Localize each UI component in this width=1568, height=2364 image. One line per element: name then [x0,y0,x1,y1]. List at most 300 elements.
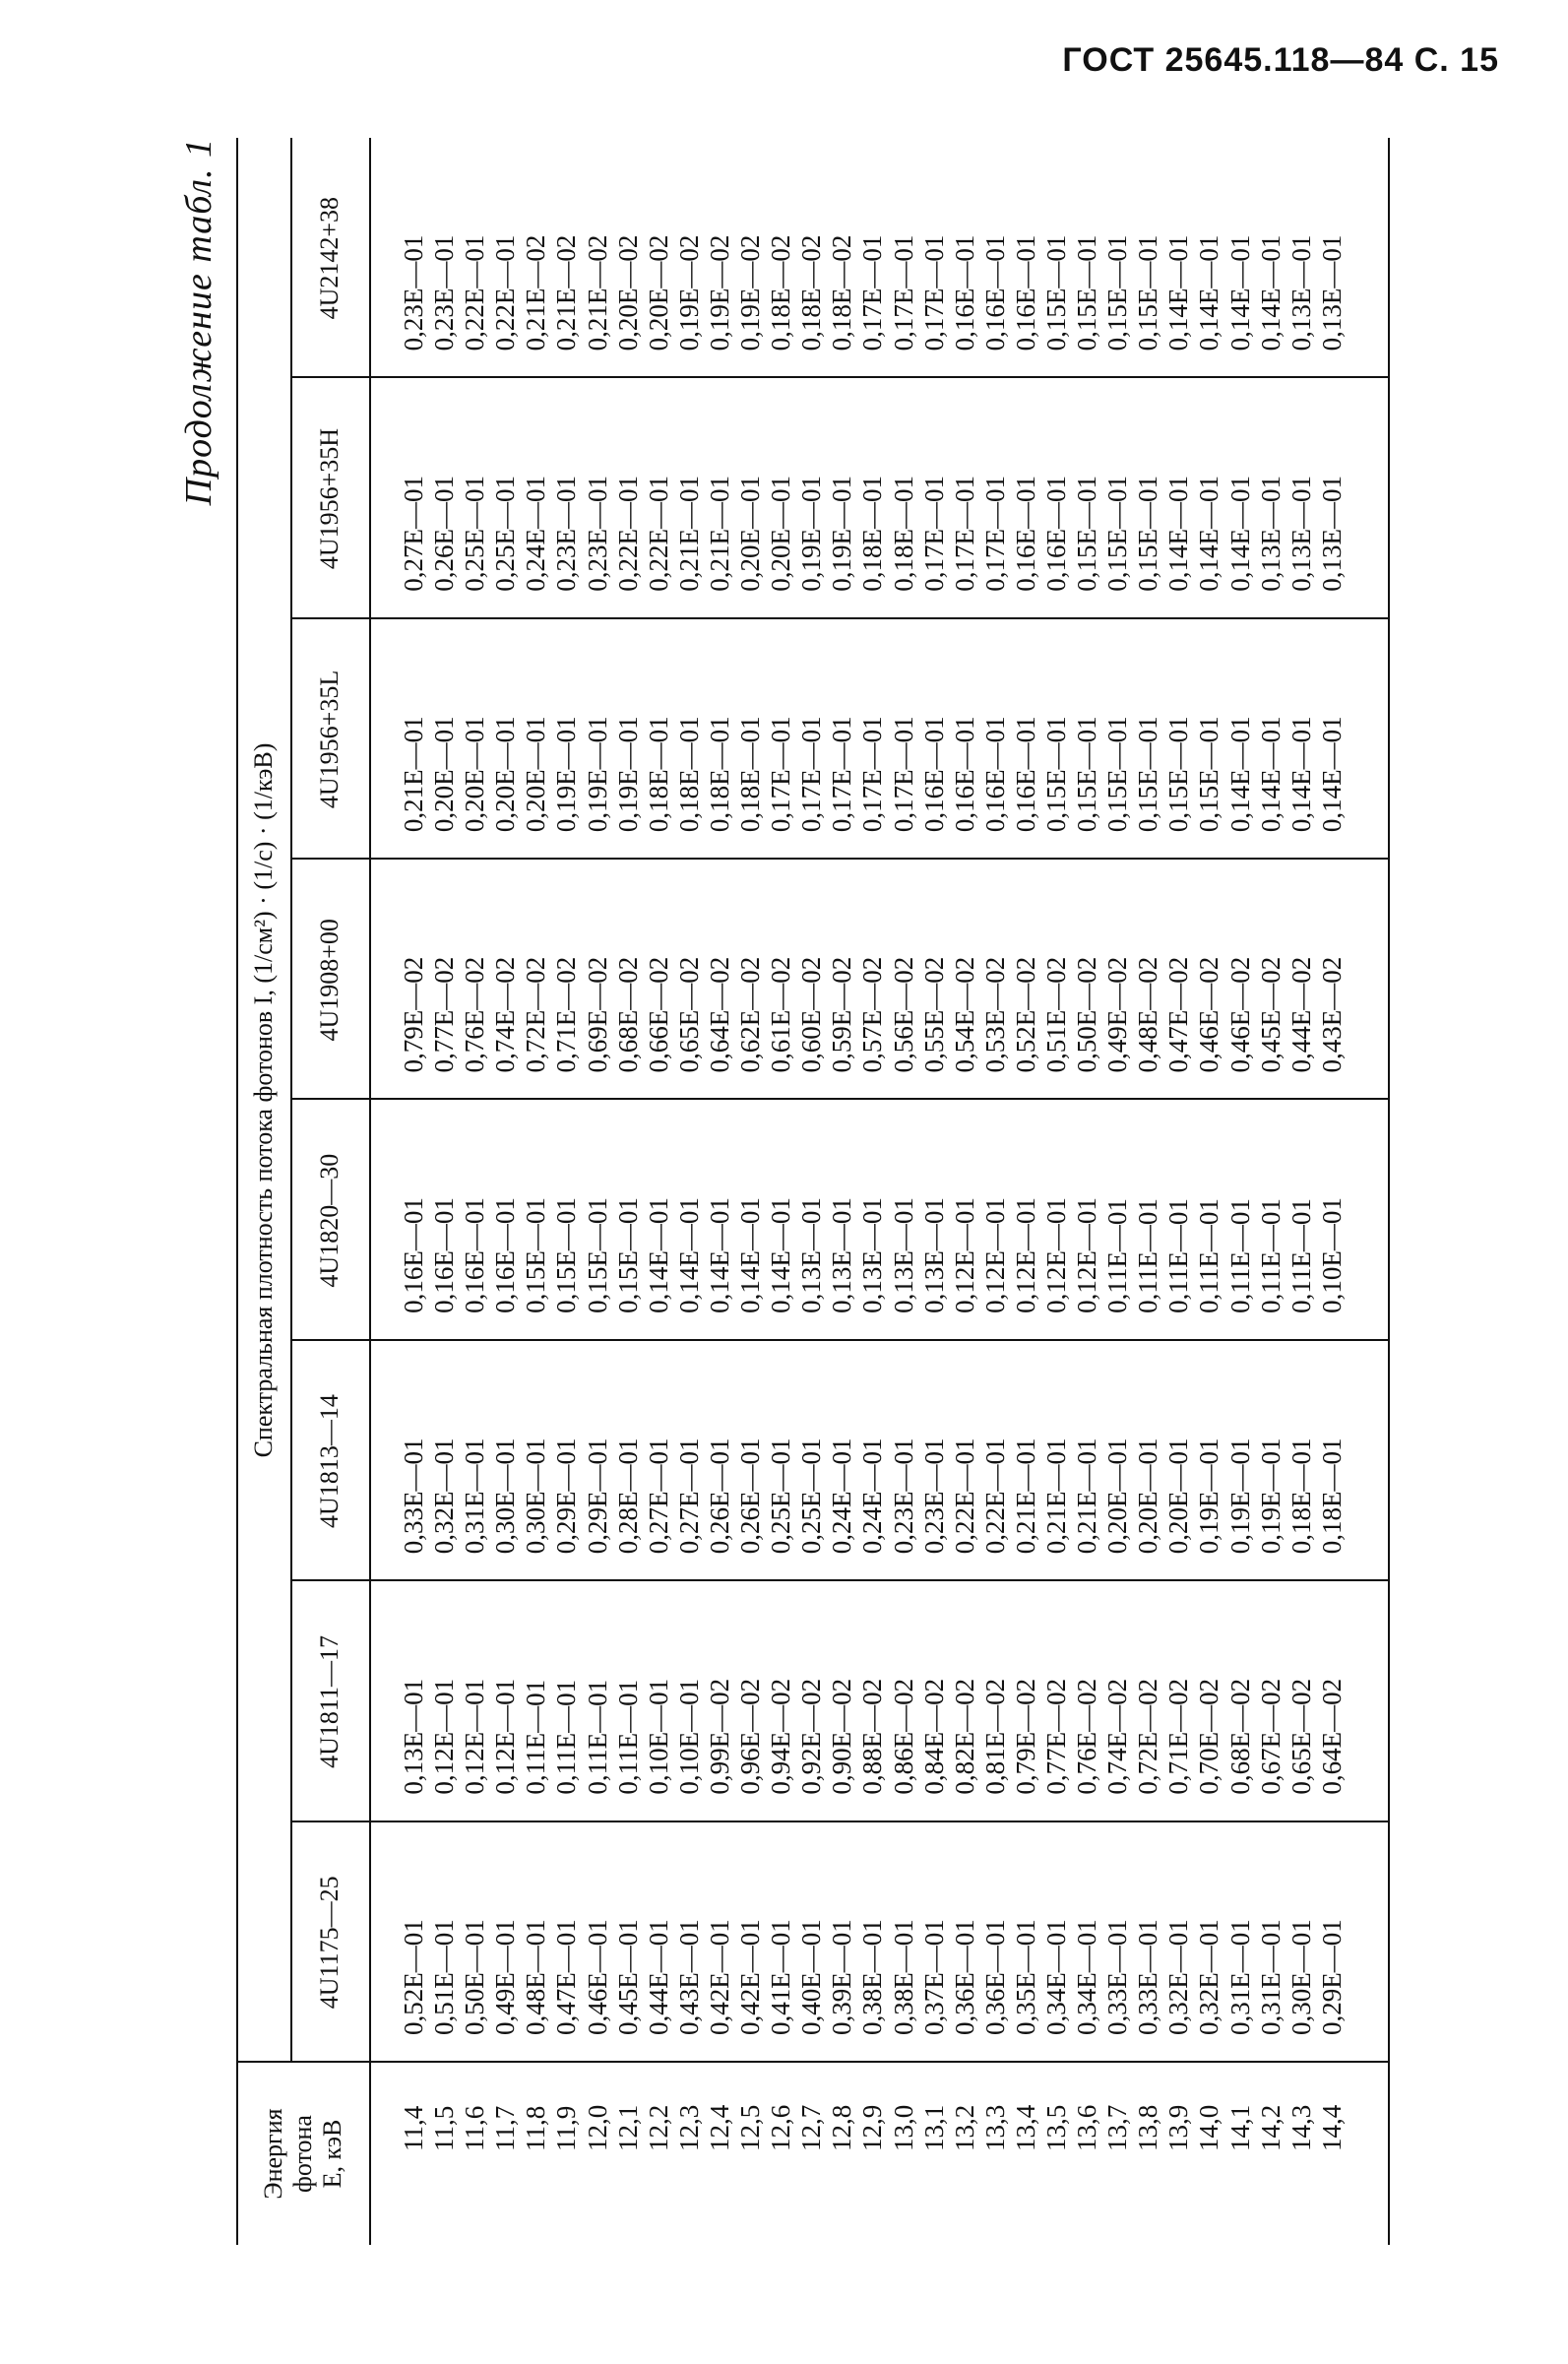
table-cell: 0,15E—01 [612,1197,643,1313]
table-cell: 0,18E—01 [735,716,766,833]
group-header: Спектральная плотность потока фотонов I, (1/см²) · (1/с) · (1/кэВ) [248,742,278,1458]
table-cell: 0,14E—01 [1224,234,1255,351]
table-cell: 0,18E—02 [766,234,796,351]
table-cell: 0,29E—01 [582,1438,612,1555]
table-cell: 0,82E—02 [949,1678,979,1795]
table-cell: 0,19E—01 [796,476,827,592]
table-cell: 0,44E—02 [1286,956,1316,1073]
table-cell: 0,14E—01 [1255,716,1286,833]
table-cell: 0,16E—01 [949,716,979,833]
table-cell: 0,23E—01 [429,234,460,351]
column-header: 4U1956+35H [315,427,344,570]
table-cell: 0,12E—01 [949,1197,979,1313]
table-cell: 0,14E—01 [1286,716,1316,833]
table-cell: 0,15E—01 [521,1197,551,1313]
table-cell: 0,39E—01 [827,1919,857,2035]
table-cell: 0,21E—02 [521,234,551,351]
table-cell: 0,52E—01 [399,1919,428,2035]
table-cell: 0,14E—01 [1316,716,1347,833]
table-cell: 0,20E—02 [612,234,643,351]
table-cell: 0,16E—01 [918,716,949,833]
table-cell: 0,20E—01 [1133,1438,1163,1555]
table-cell: 0,17E—01 [918,476,949,592]
table-cell: 0,13E—01 [1286,234,1316,351]
table-cell: 0,19E—01 [1255,1438,1286,1555]
column-divider [290,1579,1388,1581]
table-cell: 0,16E—01 [979,234,1010,351]
table-cell: 0,16E—01 [399,1197,428,1313]
energy-column [399,2105,1348,2151]
table-cell: 0,13E—01 [796,1197,827,1313]
table-cell: 0,57E—02 [857,956,888,1073]
table-cell: 0,16E—01 [1010,716,1040,833]
column-divider [290,617,1388,619]
table-cell: 0,19E—02 [735,234,766,351]
table-cell: 0,48E—02 [1133,956,1163,1073]
table-cell: 0,23E—01 [399,234,428,351]
table-cell: 0,19E—01 [612,716,643,833]
table-cell: 0,36E—01 [979,1919,1010,2035]
table-cell: 0,24E—01 [827,1438,857,1555]
table-cell: 0,15E—01 [1102,476,1133,592]
table-cell: 0,11E—01 [1194,1198,1224,1313]
table-cell: 0,54E—02 [949,956,979,1073]
table-cell: 0,59E—02 [827,956,857,1073]
table-cell: 0,21E—02 [582,234,612,351]
table-cell: 0,15E—01 [582,1197,612,1313]
energy-cell: 14,0 [1194,2104,1224,2151]
column-divider [290,1821,1388,1822]
table-cell: 0,15E—01 [1072,476,1102,592]
table-cell: 0,14E—01 [1255,234,1286,351]
energy-cell: 13,9 [1163,2104,1194,2151]
table-cell: 0,30E—01 [521,1438,551,1555]
table-cell: 0,65E—02 [1286,1678,1316,1795]
table-cell: 0,31E—01 [1224,1919,1255,2035]
table-cell: 0,11E—01 [1163,1198,1194,1313]
table-cell: 0,44E—01 [643,1919,673,2035]
table-cell: 0,46E—02 [1224,956,1255,1073]
table-cell: 0,88E—02 [857,1678,888,1795]
table-cell: 0,15E—01 [1133,234,1163,351]
table-cell: 0,17E—01 [766,716,796,833]
table-cell: 0,30E—01 [490,1438,521,1555]
table-cell: 0,11E—01 [551,1679,582,1795]
page-header: ГОСТ 25645.118—84 С. 15 [1062,41,1499,79]
table-cell: 0,10E—01 [673,1678,704,1795]
value-column [399,1197,1348,1313]
table-cell: 0,99E—02 [704,1678,734,1795]
table-cell: 0,25E—01 [460,476,490,592]
column-header: 4U2142+38 [315,196,344,320]
table-cell: 0,16E—01 [949,234,979,351]
table-cell: 0,84E—02 [918,1678,949,1795]
table-cell: 0,11E—01 [521,1679,551,1795]
table-cell: 0,13E—01 [1316,476,1347,592]
table-cell: 0,17E—01 [796,716,827,833]
table-cell: 0,15E—01 [1040,234,1071,351]
energy-cell: 12,8 [827,2104,857,2151]
table-cell: 0,15E—01 [551,1197,582,1313]
table-cell: 0,22E—01 [949,1438,979,1555]
table-cell: 0,15E—01 [1102,234,1133,351]
table-cell: 0,13E—01 [857,1197,888,1313]
table-cell: 0,10E—01 [1316,1197,1347,1313]
table-cell: 0,51E—02 [1040,956,1071,1073]
table-cell: 0,30E—01 [1286,1919,1316,2035]
table-cell: 0,22E—01 [612,476,643,592]
column-header: 4U1813—14 [315,1394,344,1528]
table-cell: 0,52E—02 [1010,956,1040,1073]
table-cell: 0,71E—02 [551,956,582,1073]
energy-cell: 13,4 [1010,2104,1040,2151]
energy-cell: 12,5 [735,2104,766,2151]
table-cell: 0,56E—02 [888,956,918,1073]
table-cell: 0,69E—02 [582,956,612,1073]
energy-cell: 12,9 [857,2104,888,2151]
table-cell: 0,27E—01 [673,1438,704,1555]
energy-cell: 14,2 [1255,2104,1286,2151]
table-cell: 0,19E—02 [704,234,734,351]
table-cell: 0,46E—02 [1194,956,1224,1073]
table-cell: 0,18E—01 [1316,1438,1347,1555]
table-cell: 0,14E—01 [643,1197,673,1313]
energy-cell: 13,7 [1102,2104,1133,2151]
table-cell: 0,13E—01 [1255,476,1286,592]
table-cell: 0,45E—02 [1255,956,1286,1073]
energy-cell: 13,3 [979,2104,1010,2151]
energy-cell: 12,3 [673,2104,704,2151]
table-cell: 0,14E—01 [673,1197,704,1313]
table-cell: 0,25E—01 [796,1438,827,1555]
table-cell: 0,20E—01 [766,476,796,592]
table-cell: 0,42E—01 [704,1919,734,2035]
table-cell: 0,38E—01 [857,1919,888,2035]
table-cell: 0,25E—01 [766,1438,796,1555]
table-cell: 0,51E—01 [429,1919,460,2035]
table-cell: 0,23E—01 [551,476,582,592]
table-cell: 0,76E—02 [460,956,490,1073]
table-cell: 0,22E—01 [979,1438,1010,1555]
table-cell: 0,12E—01 [1010,1197,1040,1313]
table-cell: 0,11E—01 [1133,1198,1163,1313]
table-cell: 0,81E—02 [979,1678,1010,1795]
table-cell: 0,49E—01 [490,1919,521,2035]
table-cell: 0,15E—01 [1040,716,1071,833]
table-cell: 0,19E—02 [673,234,704,351]
energy-cell: 14,1 [1224,2104,1255,2151]
value-column [399,716,1348,832]
table-cell: 0,33E—01 [1102,1919,1133,2035]
table-cell: 0,11E—01 [612,1679,643,1795]
table-cell: 0,17E—01 [827,716,857,833]
table-cell: 0,16E—01 [460,1197,490,1313]
table-cell: 0,33E—01 [1133,1919,1163,2035]
table-cell: 0,18E—01 [888,476,918,592]
table-cell: 0,23E—01 [888,1438,918,1555]
table-cell: 0,32E—01 [1194,1919,1224,2035]
table-cell: 0,15E—01 [1072,716,1102,833]
table-cell: 0,21E—02 [551,234,582,351]
table-cell: 0,21E—01 [1040,1438,1071,1555]
table-cell: 0,70E—02 [1194,1678,1224,1795]
table-cell: 0,92E—02 [796,1678,827,1795]
table-cell: 0,72E—02 [521,956,551,1073]
table-cell: 0,14E—01 [1163,234,1194,351]
table-cell: 0,21E—01 [1072,1438,1102,1555]
table-cell: 0,20E—01 [1102,1438,1133,1555]
table-cell: 0,13E—01 [399,1678,428,1795]
table-cell: 0,15E—01 [1163,716,1194,833]
energy-cell: 13,8 [1133,2104,1163,2151]
table-cell: 0,19E—01 [827,476,857,592]
column-header: 4U1956+35L [315,670,344,809]
table-cell: 0,21E—01 [399,716,428,833]
energy-cell: 14,4 [1316,2104,1347,2151]
table-cell: 0,36E—01 [949,1919,979,2035]
table-cell: 0,65E—02 [673,956,704,1073]
value-column [399,476,1348,592]
value-column [399,235,1348,351]
table-cell: 0,11E—01 [1224,1198,1255,1313]
table-cell: 0,31E—01 [460,1438,490,1555]
table-cell: 0,46E—01 [582,1919,612,2035]
table-cell: 0,76E—02 [1072,1678,1102,1795]
table-cell: 0,77E—02 [1040,1678,1071,1795]
table-cell: 0,11E—01 [582,1679,612,1795]
table-cell: 0,14E—01 [1224,476,1255,592]
table-cell: 0,11E—01 [1286,1198,1316,1313]
table-cell: 0,17E—01 [918,234,949,351]
table-cell: 0,38E—01 [888,1919,918,2035]
energy-cell: 13,5 [1040,2104,1071,2151]
table-cell: 0,49E—02 [1102,956,1133,1073]
table-cell: 0,15E—01 [1194,716,1224,833]
energy-cell: 11,7 [490,2105,521,2151]
table-cell: 0,20E—01 [521,716,551,833]
table-cell: 0,14E—01 [766,1197,796,1313]
energy-header [236,2063,369,2245]
table-cell: 0,77E—02 [429,956,460,1073]
table-cell: 0,16E—01 [1040,476,1071,592]
table-cell: 0,94E—02 [766,1678,796,1795]
table-cell: 0,20E—01 [1163,1438,1194,1555]
column-divider [290,1099,1388,1101]
energy-cell: 12,2 [643,2104,673,2151]
energy-cell: 11,8 [521,2105,551,2151]
table-cell: 0,68E—02 [612,956,643,1073]
energy-header-line-3: E, кэВ [317,2119,346,2189]
table-cell: 0,43E—01 [673,1919,704,2035]
table-cell: 0,24E—01 [857,1438,888,1555]
table-cell: 0,72E—02 [1133,1678,1163,1795]
table-cell: 0,22E—01 [460,234,490,351]
table-cell: 0,18E—01 [643,716,673,833]
continuation-caption: Продолжение табл. 1 [178,138,220,506]
table-cell: 0,16E—01 [429,1197,460,1313]
table-cell: 0,74E—02 [1102,1678,1133,1795]
table-cell: 0,25E—01 [490,476,521,592]
table-cell: 0,68E—02 [1224,1678,1255,1795]
table-cell: 0,18E—02 [827,234,857,351]
table-cell: 0,27E—01 [399,476,428,592]
table-cell: 0,37E—01 [918,1919,949,2035]
table-cell: 0,15E—01 [1133,716,1163,833]
column-divider [290,1339,1388,1341]
table-cell: 0,79E—02 [1010,1678,1040,1795]
table-cell: 0,17E—01 [857,716,888,833]
table-cell: 0,42E—01 [735,1919,766,2035]
table-cell: 0,61E—02 [766,956,796,1073]
column-divider [236,2061,1388,2063]
table-cell: 0,12E—01 [490,1678,521,1795]
table-cell: 0,19E—01 [1194,1438,1224,1555]
energy-header-line-1: Энергия [258,2108,287,2200]
table-cell: 0,13E—01 [918,1197,949,1313]
table-cell: 0,14E—01 [704,1197,734,1313]
energy-cell: 12,7 [796,2104,827,2151]
table-cell: 0,50E—01 [460,1919,490,2035]
table-cell: 0,31E—01 [1255,1919,1286,2035]
table-cell: 0,15E—01 [1072,234,1102,351]
table-cell: 0,41E—01 [766,1919,796,2035]
table-cell: 0,13E—01 [1286,476,1316,592]
table-cell: 0,34E—01 [1072,1919,1102,2035]
energy-cell: 12,0 [582,2104,612,2151]
table-cell: 0,15E—01 [1133,476,1163,592]
table-cell: 0,18E—01 [673,716,704,833]
value-column [399,1438,1348,1555]
energy-cell: 11,9 [551,2105,582,2151]
table-cell: 0,16E—01 [1010,476,1040,592]
energy-header-line-2: фотона [287,2115,317,2193]
value-column [399,957,1348,1073]
header-bottom-rule [369,138,371,2245]
table-cell: 0,20E—01 [429,716,460,833]
energy-cell: 13,2 [949,2104,979,2151]
table-cell: 0,74E—02 [490,956,521,1073]
table-cell: 0,90E—02 [827,1678,857,1795]
table-cell: 0,16E—01 [1010,234,1040,351]
table-cell: 0,14E—01 [1194,476,1224,592]
table-cell: 0,20E—01 [735,476,766,592]
column-divider [290,858,1388,860]
table-cell: 0,18E—02 [796,234,827,351]
table-cell: 0,18E—01 [704,716,734,833]
column-header: 4U1820—30 [315,1153,344,1288]
table-cell: 0,14E—01 [1163,476,1194,592]
table-cell: 0,12E—01 [460,1678,490,1795]
table-cell: 0,20E—01 [490,716,521,833]
table-cell: 0,48E—01 [521,1919,551,2035]
rotated-table-block [177,138,1526,2245]
table-cell: 0,20E—01 [460,716,490,833]
table-cell: 0,10E—01 [643,1678,673,1795]
table-cell: 0,23E—01 [582,476,612,592]
table-cell: 0,60E—02 [796,956,827,1073]
table-cell: 0,29E—01 [1316,1919,1347,2035]
table-cell: 0,14E—01 [1194,234,1224,351]
table-cell: 0,22E—01 [643,476,673,592]
table-cell: 0,14E—01 [1224,716,1255,833]
table-cell: 0,47E—02 [1163,956,1194,1073]
energy-cell: 14,3 [1286,2104,1316,2151]
column-header: 4U1811—17 [315,1635,344,1768]
table-cell: 0,32E—01 [429,1438,460,1555]
table-cell: 0,79E—02 [399,956,428,1073]
table-cell: 0,17E—01 [979,476,1010,592]
table-cell: 0,32E—01 [1163,1919,1194,2035]
table-cell: 0,45E—01 [612,1919,643,2035]
energy-cell: 12,6 [766,2104,796,2151]
table-cell: 0,53E—02 [979,956,1010,1073]
table-cell: 0,40E—01 [796,1919,827,2035]
table-cell: 0,14E—01 [735,1197,766,1313]
table-cell: 0,16E—01 [490,1197,521,1313]
table-cell: 0,12E—01 [979,1197,1010,1313]
table-cell: 0,11E—01 [1255,1198,1286,1313]
energy-cell: 13,6 [1072,2104,1102,2151]
table-cell: 0,11E—01 [1102,1198,1133,1313]
energy-cell: 11,5 [429,2105,460,2151]
table-cell: 0,21E—01 [704,476,734,592]
table-cell: 0,35E—01 [1010,1919,1040,2035]
energy-cell: 11,6 [460,2105,490,2151]
table-cell: 0,17E—01 [857,234,888,351]
table-cell: 0,47E—01 [551,1919,582,2035]
column-header: 4U1175—25 [315,1876,344,2010]
table-cell: 0,20E—02 [643,234,673,351]
table-cell: 0,43E—02 [1316,956,1347,1073]
table-cell: 0,12E—01 [1040,1197,1071,1313]
table-cell: 0,12E—01 [1072,1197,1102,1313]
energy-cell: 11,4 [399,2105,428,2151]
table-cell: 0,26E—01 [429,476,460,592]
table-cell: 0,96E—02 [735,1678,766,1795]
table-cell: 0,21E—01 [673,476,704,592]
energy-cell: 13,1 [918,2104,949,2151]
table-cell: 0,86E—02 [888,1678,918,1795]
energy-cell: 12,4 [704,2104,734,2151]
table-cell: 0,26E—01 [704,1438,734,1555]
table-cell: 0,17E—01 [888,716,918,833]
table-cell: 0,12E—01 [429,1678,460,1795]
table-cell: 0,22E—01 [490,234,521,351]
table-cell: 0,33E—01 [399,1438,428,1555]
table-cell: 0,16E—01 [979,716,1010,833]
energy-cell: 13,0 [888,2104,918,2151]
table-cell: 0,55E—02 [918,956,949,1073]
table-cell: 0,28E—01 [612,1438,643,1555]
data-table [236,138,1516,2245]
table-cell: 0,19E—01 [551,716,582,833]
energy-cell: 12,1 [612,2104,643,2151]
table-cell: 0,23E—01 [918,1438,949,1555]
table-cell: 0,19E—01 [582,716,612,833]
table-cell: 0,18E—01 [857,476,888,592]
column-divider [290,376,1388,378]
table-cell: 0,27E—01 [643,1438,673,1555]
table-cell: 0,62E—02 [735,956,766,1073]
table-cell: 0,34E—01 [1040,1919,1071,2035]
table-cell: 0,13E—01 [1316,234,1347,351]
table-cell: 0,66E—02 [643,956,673,1073]
value-column [399,1679,1348,1795]
table-cell: 0,17E—01 [888,234,918,351]
table-cell: 0,18E—01 [1286,1438,1316,1555]
table-cell: 0,50E—02 [1072,956,1102,1073]
table-cell: 0,19E—01 [1224,1438,1255,1555]
